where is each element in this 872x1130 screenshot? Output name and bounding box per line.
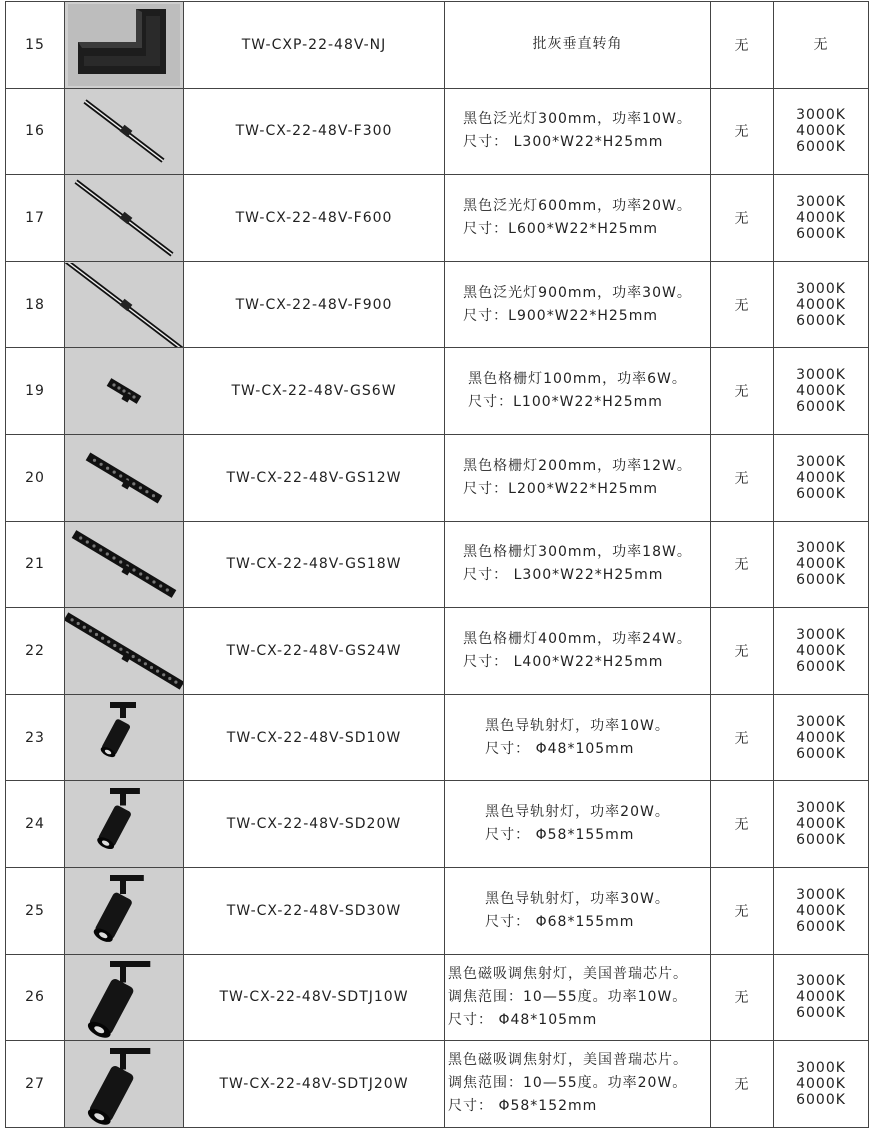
option-value: 无: [711, 88, 774, 175]
model-number: TW-CXP-22-48V-NJ: [184, 2, 445, 89]
product-image: [65, 261, 184, 348]
row-number: 23: [6, 694, 65, 781]
color-temperature-value: 4000K: [796, 729, 846, 746]
option-value: 无: [711, 1041, 774, 1128]
product-image: [65, 175, 184, 262]
color-temperature-value: 4000K: [796, 383, 846, 400]
color-temperature: [774, 954, 869, 1041]
product-image: [65, 867, 184, 954]
description: [445, 867, 711, 954]
color-temperature-value: 4000K: [796, 902, 846, 919]
description-line: 黑色导轨射灯，功率30W。: [485, 890, 670, 907]
table-row: [6, 781, 869, 868]
color-temperature-value: 无: [813, 36, 829, 53]
description-lines: [445, 1049, 710, 1118]
product-image: [65, 1041, 184, 1128]
description-lines: [463, 455, 692, 501]
option-value: 无: [711, 348, 774, 435]
track-spotlight-30w-icon: [65, 869, 183, 953]
description: [445, 608, 711, 695]
description: [445, 434, 711, 521]
description: [445, 694, 711, 781]
color-temperature-value: 4000K: [796, 989, 846, 1006]
description-line: 黑色格栅灯100mm，功率6W。: [468, 371, 687, 388]
description-line: 尺寸： Φ58*152mm: [448, 1098, 598, 1115]
product-image: [65, 2, 184, 89]
track-spotlight-20w-icon: [65, 782, 183, 866]
color-temperature-value: 4000K: [796, 123, 846, 140]
row-number: 18: [6, 261, 65, 348]
description: [445, 781, 711, 868]
description-line: 尺寸：L900*W22*H25mm: [463, 307, 658, 324]
row-number: 19: [6, 348, 65, 435]
row-number: 21: [6, 521, 65, 608]
color-temperature: [774, 88, 869, 175]
product-image: [65, 348, 184, 435]
description: [445, 175, 711, 262]
color-temperature-value: 6000K: [796, 832, 846, 849]
description-lines: [485, 888, 670, 934]
description-lines: [445, 963, 710, 1032]
color-temperature-value: 6000K: [796, 1005, 846, 1022]
table-row: [6, 954, 869, 1041]
description-lines: [468, 368, 687, 414]
row-number: 25: [6, 867, 65, 954]
zoom-spotlight-10w-icon: [65, 955, 183, 1039]
description-line: 尺寸： L400*W22*H25mm: [463, 653, 664, 670]
description-line: 黑色磁吸调焦射灯，美国普瑞芯片。: [448, 1052, 688, 1069]
description-lines: [463, 195, 692, 241]
color-temperature-value: 3000K: [796, 626, 846, 643]
color-temperature: [774, 175, 869, 262]
grille-light-24w-icon: [65, 609, 183, 693]
description: [445, 348, 711, 435]
model-number: TW-CX-22-48V-F300: [184, 88, 445, 175]
color-temperature-value: 6000K: [796, 745, 846, 762]
color-temperature-value: 3000K: [796, 107, 846, 124]
description-lines: [463, 108, 692, 154]
description-lines: [533, 33, 623, 56]
color-temperature-value: 6000K: [796, 225, 846, 242]
table-row: [6, 521, 869, 608]
color-temperature-value: 3000K: [796, 193, 846, 210]
description-line: 黑色泛光灯300mm，功率10W。: [463, 111, 692, 128]
color-temperature-value: 4000K: [796, 816, 846, 833]
floodlight-900-icon: [65, 263, 183, 347]
table-row: [6, 1041, 869, 1128]
model-number: TW-CX-22-48V-GS12W: [184, 434, 445, 521]
product-image: [65, 781, 184, 868]
description: [445, 521, 711, 608]
description-line: 尺寸： Φ58*155mm: [485, 827, 635, 844]
grille-light-6w-icon: [65, 349, 183, 433]
description-line: 尺寸：L100*W22*H25mm: [468, 394, 663, 411]
color-temperature-value: 4000K: [796, 469, 846, 486]
color-temperature-value: 4000K: [796, 209, 846, 226]
description-line: 调焦范围：10—55度。功率20W。: [448, 1075, 688, 1092]
description-line: 尺寸：L600*W22*H25mm: [463, 220, 658, 237]
description-line: 尺寸：L200*W22*H25mm: [463, 480, 658, 497]
color-temperature-value: 3000K: [796, 280, 846, 297]
description-line: 调焦范围：10—55度。功率10W。: [448, 988, 688, 1005]
color-temperature-value: 3000K: [796, 973, 846, 990]
model-number: TW-CX-22-48V-SD30W: [184, 867, 445, 954]
color-temperature: [774, 608, 869, 695]
floodlight-600-icon: [65, 176, 183, 260]
row-number: 27: [6, 1041, 65, 1128]
color-temperature: [774, 348, 869, 435]
model-number: TW-CX-22-48V-SD10W: [184, 694, 445, 781]
product-image: [65, 88, 184, 175]
table-row: [6, 88, 869, 175]
color-temperature-value: 4000K: [796, 556, 846, 573]
table-row: [6, 434, 869, 521]
description: [445, 88, 711, 175]
color-temperature-value: 3000K: [796, 1059, 846, 1076]
option-value: 无: [711, 781, 774, 868]
description-line: 黑色格栅灯400mm，功率24W。: [463, 630, 692, 647]
description-line: 黑色导轨射灯，功率10W。: [485, 717, 670, 734]
description: [445, 261, 711, 348]
product-image: [65, 954, 184, 1041]
description-line: 黑色格栅灯200mm，功率12W。: [463, 457, 692, 474]
option-value: 无: [711, 694, 774, 781]
description-line: 尺寸： Φ48*105mm: [448, 1011, 598, 1028]
floodlight-300-icon: [65, 89, 183, 173]
color-temperature: [774, 434, 869, 521]
description-line: 黑色磁吸调焦射灯，美国普瑞芯片。: [448, 965, 688, 982]
description-line: 黑色泛光灯900mm，功率30W。: [463, 284, 692, 301]
color-temperature: [774, 261, 869, 348]
color-temperature: [774, 1041, 869, 1128]
model-number: TW-CX-22-48V-GS18W: [184, 521, 445, 608]
model-number: TW-CX-22-48V-F600: [184, 175, 445, 262]
color-temperature-value: 6000K: [796, 485, 846, 502]
color-temperature-value: 6000K: [796, 572, 846, 589]
color-temperature: [774, 694, 869, 781]
row-number: 20: [6, 434, 65, 521]
color-temperature-value: 4000K: [796, 1075, 846, 1092]
color-temperature-value: 6000K: [796, 312, 846, 329]
color-temperature-value: 3000K: [796, 453, 846, 470]
row-number: 17: [6, 175, 65, 262]
row-number: 24: [6, 781, 65, 868]
color-temperature: [774, 521, 869, 608]
table-row: [6, 261, 869, 348]
color-temperature-value: 3000K: [796, 713, 846, 730]
product-table: [5, 1, 869, 1128]
product-image: [65, 434, 184, 521]
option-value: 无: [711, 175, 774, 262]
zoom-spotlight-20w-icon: [65, 1042, 183, 1126]
color-temperature-value: 6000K: [796, 918, 846, 935]
color-temperature: [774, 2, 869, 89]
row-number: 16: [6, 88, 65, 175]
model-number: TW-CX-22-48V-SDTJ20W: [184, 1041, 445, 1128]
model-number: TW-CX-22-48V-GS6W: [184, 348, 445, 435]
option-value: 无: [711, 521, 774, 608]
model-number: TW-CX-22-48V-SDTJ10W: [184, 954, 445, 1041]
table-row: [6, 348, 869, 435]
description-lines: [463, 628, 692, 674]
color-temperature-value: 6000K: [796, 399, 846, 416]
description: [445, 954, 711, 1041]
option-value: 无: [711, 2, 774, 89]
color-temperature: [774, 781, 869, 868]
description-line: 尺寸： Φ48*105mm: [485, 740, 635, 757]
color-temperature-value: 4000K: [796, 642, 846, 659]
table-row: [6, 175, 869, 262]
option-value: 无: [711, 867, 774, 954]
color-temperature-value: 3000K: [796, 540, 846, 557]
product-image: [65, 694, 184, 781]
description: [445, 2, 711, 89]
product-image: [65, 521, 184, 608]
description-lines: [463, 282, 692, 328]
corner-connector-icon: [65, 4, 183, 86]
grille-light-12w-icon: [65, 436, 183, 520]
option-value: 无: [711, 954, 774, 1041]
color-temperature-value: 3000K: [796, 367, 846, 384]
description-line: 黑色导轨射灯，功率20W。: [485, 804, 670, 821]
description-line: 黑色泛光灯600mm，功率20W。: [463, 197, 692, 214]
product-table-body: [6, 2, 869, 1128]
description-lines: [463, 541, 692, 587]
color-temperature-value: 6000K: [796, 1091, 846, 1108]
option-value: 无: [711, 434, 774, 521]
description-line: 尺寸： Φ68*155mm: [485, 913, 635, 930]
color-temperature-value: 6000K: [796, 139, 846, 156]
description-lines: [485, 801, 670, 847]
row-number: 15: [6, 2, 65, 89]
color-temperature-value: 3000K: [796, 886, 846, 903]
table-row: [6, 694, 869, 781]
color-temperature-value: 6000K: [796, 658, 846, 675]
product-image: [65, 608, 184, 695]
description-lines: [485, 715, 670, 761]
option-value: 无: [711, 608, 774, 695]
description-line: 尺寸： L300*W22*H25mm: [463, 134, 664, 151]
color-temperature-value: 3000K: [796, 800, 846, 817]
description-line: 尺寸： L300*W22*H25mm: [463, 567, 664, 584]
model-number: TW-CX-22-48V-GS24W: [184, 608, 445, 695]
model-number: TW-CX-22-48V-SD20W: [184, 781, 445, 868]
table-row: [6, 2, 869, 89]
grille-light-18w-icon: [65, 522, 183, 606]
model-number: TW-CX-22-48V-F900: [184, 261, 445, 348]
option-value: 无: [711, 261, 774, 348]
color-temperature-value: 4000K: [796, 296, 846, 313]
table-row: [6, 867, 869, 954]
table-row: [6, 608, 869, 695]
description-line: 批灰垂直转角: [532, 36, 623, 53]
description-line: 黑色格栅灯300mm，功率18W。: [463, 544, 692, 561]
row-number: 22: [6, 608, 65, 695]
track-spotlight-10w-icon: [65, 696, 183, 780]
row-number: 26: [6, 954, 65, 1041]
description: [445, 1041, 711, 1128]
color-temperature: [774, 867, 869, 954]
